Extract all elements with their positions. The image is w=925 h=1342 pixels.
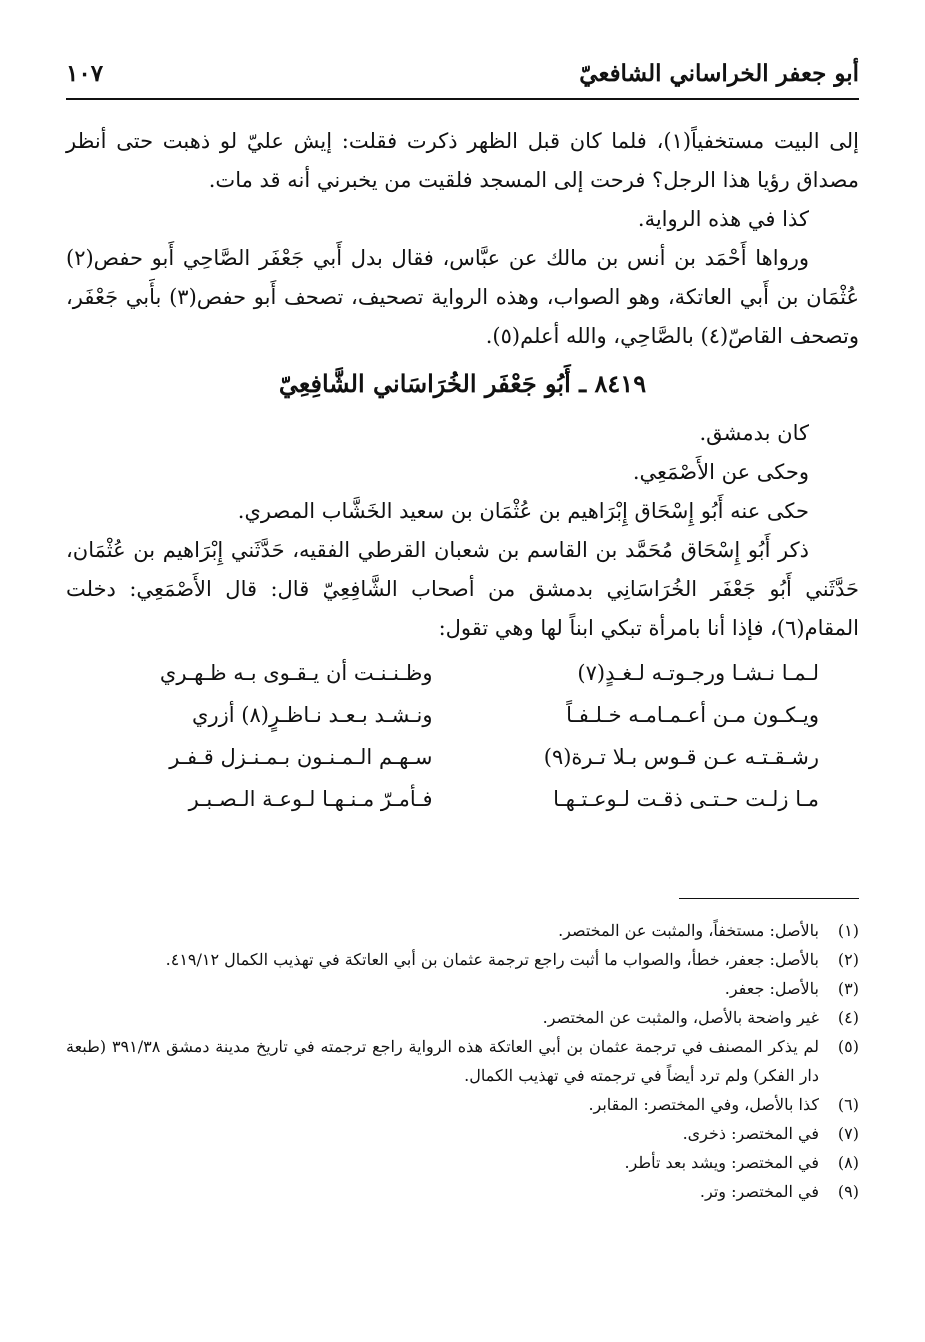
footnote [66, 974, 859, 1003]
footnote-number: (٢) [837, 950, 859, 969]
paragraph: كان بدمشق. [699, 421, 809, 445]
verse [66, 694, 859, 736]
footnote-text: بالأصل: جعفر، خطأ، والصواب ما أثبت راجع ترجمة عثمان بن أبي العاتكة في تهذيب الكمال ٤١٩/١٢. [165, 950, 819, 969]
verse [66, 652, 859, 694]
footnote-number: (١) [837, 921, 859, 940]
paragraph: ذكر أَبُو إِسْحَاق مُحَمَّد بن القاسم بن شعبان القرطي الفقيه، حَدَّثَني إِبْرَاهيم بن عُثْمَان، حَدَّثَني أَبُو جَعْفَر الخُرَاسَانِي بدمشق من أصحاب الشَّافِعِيّ قال: قال الأَصْمَعِي: دخلت المقام(٦)، فإذا أنا بامرأة تبكي ابناً لها وهي تقول: [66, 538, 859, 640]
footnote-number: (٣) [837, 979, 859, 998]
footnotes [66, 916, 859, 1206]
verse-first-hemistich: لـمـا نـشـا ورجـوتـه لـغـدٍ(٧) [577, 661, 819, 685]
verse-second-hemistich: وظـنـنـت أن يـقـوى بـه ظـهـري [159, 661, 433, 685]
paragraph: إلى البيت مستخفياً(١)، فلما كان قبل الظهر ذكرت فقلت: إيش عليّ لو ذهبت حتى أنظر مصداق رؤيا هذا الرجل؟ فرحت إلى المسجد فلقيت من يخبرني أنه قد مات. [66, 129, 860, 192]
footnote-text: كذا بالأصل، وفي المختصر: المقابر. [588, 1095, 819, 1114]
footnote [66, 1090, 859, 1119]
verse [66, 736, 859, 778]
footnote-text: في المختصر: وتر. [699, 1182, 819, 1201]
footnote-number: (٦) [837, 1095, 859, 1114]
page-number: ١٠٧ [66, 60, 104, 87]
paragraph: وحكى عن الأَصْمَعِي. [632, 460, 809, 484]
footnote-number: (٧) [837, 1124, 859, 1143]
verse-second-hemistich: فـأمـرّ مـنـهـا لـوعـة الـصـبـر [188, 787, 433, 811]
footnote-text: لم يذكر المصنف في ترجمة عثمان بن أبي العاتكة هذه الرواية راجع ترجمته في تاريخ مدينة دمشق ٣٩١/٣٨ (طبعة دار الفكر) ولم ترد أيضاً في ترجمته في تهذيب الكمال. [66, 1037, 820, 1085]
footnote-number: (٩) [837, 1182, 859, 1201]
footnote-number: (٤) [837, 1008, 859, 1027]
footnote [66, 1177, 859, 1206]
verse-second-hemistich: ونـشـد بـعـد نـاظـرٍ(٨) أزري [192, 703, 433, 727]
footnote [66, 916, 859, 945]
footnote-text: في المختصر: ويشد بعد تأطر. [624, 1153, 819, 1172]
verse [66, 778, 859, 820]
footnote-text: غير واضحة بالأصل، والمثبت عن المختصر. [542, 1008, 819, 1027]
footnote [66, 1119, 859, 1148]
footnote-text: في المختصر: ذخرى. [682, 1124, 819, 1143]
footnote-divider [679, 898, 859, 899]
verse-first-hemistich: ويـكـون مـن أعـمـامـه خـلـفـاً [566, 703, 819, 727]
poem [66, 652, 859, 820]
footnote [66, 1148, 859, 1177]
paragraph: ورواها أَحْمَد بن أنس بن مالك عن عبَّاس، فقال بدل أَبي جَعْفَر الصَّاحِي أَبو حفص(٢) عُثْمَان بن أَبي العاتكة، وهو الصواب، وهذه الرواية تصحيف، تصحف أَبو حفص(٣) بأَبي جَعْفَر، وتصحف القاصّ(٤) بالصَّاحِي، والله أعلم(٥). [66, 246, 859, 348]
verse-second-hemistich: سـهـم الـمـنـون بـمـنـزل قـفـر [169, 745, 433, 769]
verse-first-hemistich: مـا زلـت حـتـى ذقـت لـوعـتـهـا [553, 787, 819, 811]
footnote [66, 1003, 859, 1032]
verse-first-hemistich: رشـقـتـه عـن قـوس بـلا تـرة(٩) [543, 745, 819, 769]
paragraph: حكى عنه أَبُو إِسْحَاق إِبْرَاهيم بن عُثْمَان بن سعيد الخَشَّاب المصري. [237, 499, 809, 523]
main-text [66, 122, 859, 820]
footnote-text: بالأصل: مستخفاً، والمثبت عن المختصر. [558, 921, 819, 940]
running-title: أبو جعفر الخراساني الشافعيّ [579, 60, 859, 87]
footnote-number: (٨) [837, 1153, 859, 1172]
footnote-number: (٥) [837, 1037, 859, 1056]
paragraph: كذا في هذه الرواية. [637, 207, 809, 231]
entry-title: ٨٤١٩ ـ أَبُو جَعْفَر الخُرَاسَاني الشَّافِعِيّ [278, 369, 647, 398]
footnote [66, 1032, 859, 1090]
footnote [66, 945, 859, 974]
footnote-text: بالأصل: جعفر. [724, 979, 819, 998]
page-header [66, 58, 859, 100]
